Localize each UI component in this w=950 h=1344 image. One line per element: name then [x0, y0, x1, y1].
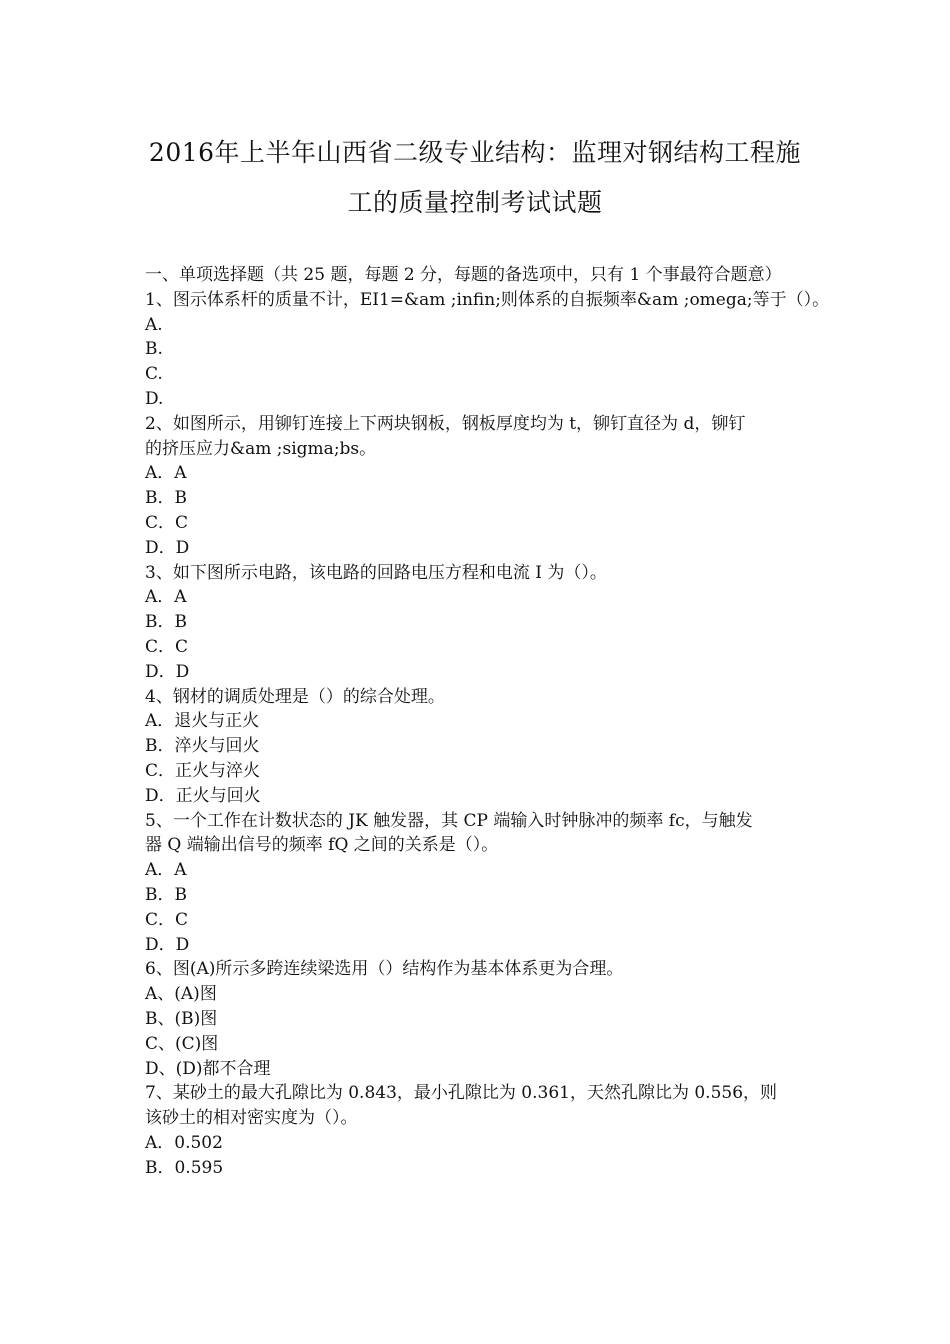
- question-stem: 6、图(A)所示多跨连续梁选用（）结构作为基本体系更为合理。: [145, 959, 624, 980]
- question-stem: 1、图示体系杆的质量不计，EI1=&am ;infin;则体系的自振频率&am ;omega;等于（）。: [145, 289, 830, 310]
- answer-option: A．A: [145, 463, 187, 484]
- title-line-1: 2016年上半年山西省二级专业结构：监理对钢结构工程施: [148, 138, 802, 167]
- answer-option: A．A: [145, 587, 187, 608]
- question-block: [145, 685, 810, 809]
- section-heading: 一、单项选择题（共 25 题，每题 2 分，每题的备选项中，只有 1 个事最符合题意）: [145, 265, 782, 285]
- answer-option: D．D: [145, 661, 190, 682]
- answer-option: C．C: [145, 512, 189, 533]
- question-block: [145, 1081, 810, 1180]
- answer-option: C．C: [145, 636, 189, 657]
- question-stem: 3、如下图所示电路，该电路的回路电压方程和电流 I 为（）。: [145, 562, 607, 583]
- answer-option: B．B: [145, 488, 187, 509]
- question-stem: 器 Q 端输出信号的频率 fQ 之间的关系是（）。: [145, 835, 499, 856]
- answer-option: B．B: [145, 612, 187, 633]
- answer-option: B、(B)图: [145, 1008, 218, 1029]
- answer-option: C．正火与淬火: [145, 760, 261, 781]
- answer-option: A．A: [145, 860, 187, 881]
- answer-option: C、(C)图: [145, 1033, 219, 1054]
- answer-option: A．退火与正火: [145, 711, 260, 732]
- question-stem: 2、如图所示，用铆钉连接上下两块钢板，钢板厚度均为 t，铆钉直径为 d，铆钉: [145, 413, 746, 434]
- answer-option: B．淬火与回火: [145, 736, 260, 757]
- question-block: [145, 809, 810, 958]
- answer-option: B.: [145, 339, 163, 360]
- answer-option: B．B: [145, 884, 187, 905]
- answer-option: C.: [145, 364, 163, 385]
- answer-option: C．C: [145, 909, 189, 930]
- answer-option: D、(D)都不合理: [145, 1058, 271, 1079]
- answer-option: D．D: [145, 934, 190, 955]
- answer-option: D．正火与回火: [145, 785, 261, 806]
- question-stem: 7、某砂土的最大孔隙比为 0.843，最小孔隙比为 0.361，天然孔隙比为 0.556，则: [145, 1083, 778, 1104]
- answer-option: D．D: [145, 537, 190, 558]
- question-stem: 的挤压应力&am ;sigma;bs。: [145, 438, 377, 459]
- question-stem: 5、一个工作在计数状态的 JK 触发器，其 CP 端输入时钟脉冲的频率 fc，与触发: [145, 810, 753, 831]
- document-title: [130, 128, 820, 228]
- question-block: [145, 561, 810, 685]
- question-stem: 该砂土的相对密实度为（）。: [145, 1108, 358, 1129]
- answer-option: A.: [145, 314, 163, 335]
- question-block: [145, 288, 830, 412]
- question-block: [145, 412, 810, 561]
- question-stem: 4、钢材的调质处理是（）的综合处理。: [145, 686, 445, 707]
- title-line-2: 工的质量控制考试试题: [347, 188, 603, 217]
- answer-option: A．0.502: [145, 1132, 223, 1153]
- document-body: [145, 263, 830, 1180]
- question-block: [145, 957, 810, 1081]
- answer-option: D.: [145, 388, 164, 409]
- answer-option: A、(A)图: [145, 984, 217, 1005]
- answer-option: B．0.595: [145, 1157, 224, 1178]
